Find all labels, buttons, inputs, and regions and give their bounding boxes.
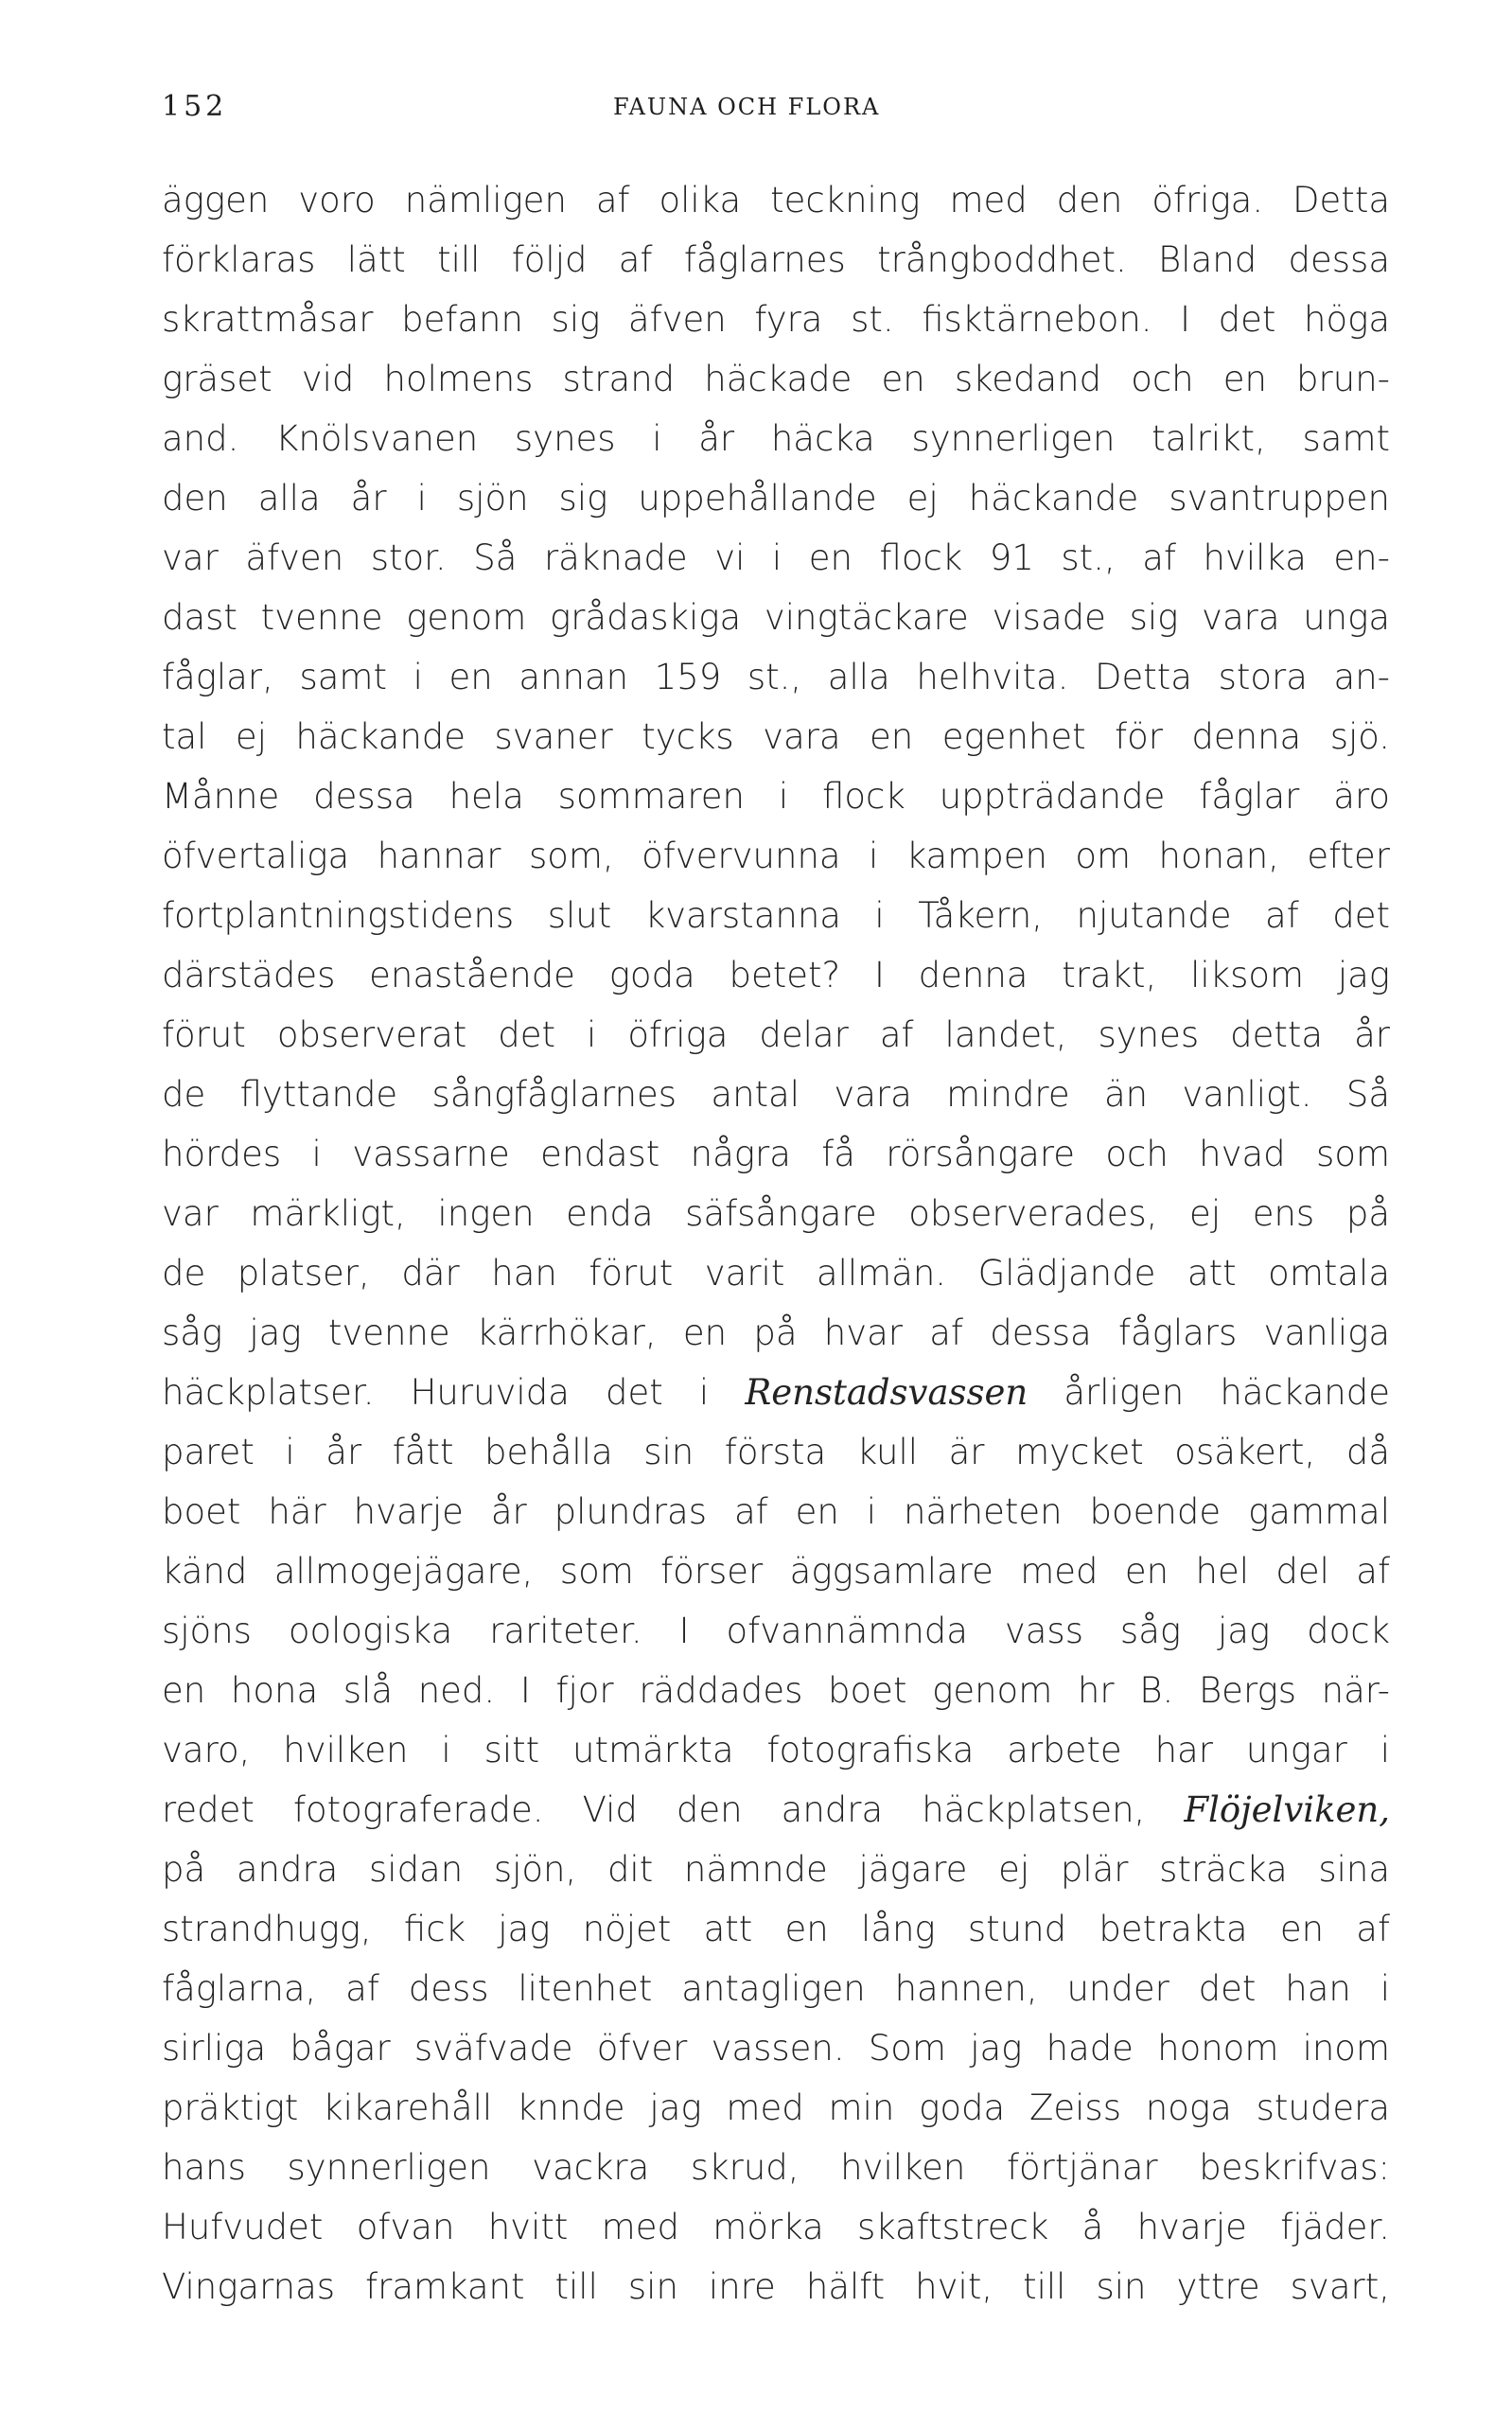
place-name-italic: Flöjelviken, <box>1184 1789 1390 1830</box>
text-line: and. Knölsvanen synes i år häcka synnerligen talrikt, samt <box>162 418 1390 459</box>
line-text-after: årligen häckande <box>1028 1372 1390 1413</box>
text-line: varo, hvilken i sitt utmärkta fotografiska arbete har ungar i <box>162 1730 1390 1770</box>
text-line: boet här hvarje år plundras af en i närheten boende gammal <box>162 1491 1390 1532</box>
text-line-with-italic <box>162 1363 1390 1422</box>
text-line: fortplantningstidens slut kvarstanna i Tåkern, njutande af det <box>162 895 1390 936</box>
text-line: paret i år fått behålla sin första kull är mycket osäkert, då <box>162 1432 1390 1472</box>
line-text-before: häckplatser. Huruvida det i <box>162 1372 746 1413</box>
text-line: Månne dessa hela sommaren i flock uppträdande fåglar äro <box>162 776 1390 817</box>
text-line: öfvertaliga hannar som, öfvervunna i kampen om honan, efter <box>162 836 1390 876</box>
running-title: FAUNA OCH FLORA <box>613 94 881 120</box>
text-line: fåglar, samt i en annan 159 st., alla helhvita. Detta stora an- <box>162 657 1390 697</box>
text-line: skrattmåsar befann sig äfven fyra st. fisktärnebon. I det höga <box>162 299 1390 340</box>
text-line: sirliga bågar sväfvade öfver vassen. Som jag hade honom inom <box>162 2028 1390 2069</box>
text-line: var märkligt, ingen enda säfsångare observerades, ej ens på <box>162 1193 1390 1234</box>
text-line: Hufvudet ofvan hvitt med mörka skaftstreck å hvarje fjäder. <box>162 2207 1390 2247</box>
text-line-with-italic <box>162 1780 1390 1840</box>
text-line: känd allmogejägare, som förser äggsamlare med en hel del af <box>162 1551 1390 1592</box>
text-line: de platser, där han förut varit allmän. Glädjande att omtala <box>162 1253 1390 1294</box>
text-line: de flyttande sångfåglarnes antal vara mindre än vanligt. Så <box>162 1074 1390 1115</box>
line-text-before: redet fotograferade. Vid den andra häckplatsen, <box>162 1789 1185 1830</box>
text-line: hans synnerligen vackra skrud, hvilken förtjänar beskrifvas: <box>162 2147 1390 2188</box>
text-line: på andra sidan sjön, dit nämnde jägare ej plär sträcka sina <box>162 1849 1390 1890</box>
text-line: Vingarnas framkant till sin inre hälft hvit, till sin yttre svart, <box>162 2266 1390 2307</box>
text-line: förklaras lätt till följd af fåglarnes trångboddhet. Bland dessa <box>162 239 1390 280</box>
place-name-italic: Renstadsvassen <box>745 1372 1029 1413</box>
text-line: gräset vid holmens strand häckade en skedand och en brun- <box>162 359 1390 399</box>
text-line: präktigt kikarehåll knnde jag med min goda Zeiss noga studera <box>162 2087 1390 2128</box>
text-line: förut observerat det i öfriga delar af landet, synes detta år <box>162 1014 1390 1055</box>
text-line: hördes i vassarne endast några få rörsångare och hvad som <box>162 1134 1390 1174</box>
page-number: 152 <box>162 90 228 123</box>
text-line: strandhugg, fick jag nöjet att en lång stund betrakta en af <box>162 1909 1390 1949</box>
text-line: fåglarna, af dess litenhet antagligen hannen, under det han i <box>162 1968 1390 2009</box>
text-line: äggen voro nämligen af olika teckning med den öfriga. Detta <box>162 180 1390 220</box>
text-line: därstädes enastående goda betet? I denna trakt, liksom jag <box>162 955 1390 995</box>
text-line: en hona slå ned. I fjor räddades boet genom hr B. Bergs när- <box>162 1670 1390 1711</box>
text-line: tal ej häckande svaner tycks vara en egenhet för denna sjö. <box>162 716 1390 757</box>
text-line: dast tvenne genom grådaskiga vingtäckare visade sig vara unga <box>162 597 1390 638</box>
body-text <box>162 170 1390 2316</box>
page-header <box>162 90 1392 128</box>
text-line: såg jag tvenne kärrhökar, en på hvar af dessa fåglars vanliga <box>162 1312 1390 1353</box>
text-line: var äfven stor. Så räknade vi i en flock 91 st., af hvilka en- <box>162 537 1390 578</box>
text-line: sjöns oologiska rariteter. I ofvannämnda vass såg jag dock <box>162 1611 1390 1651</box>
text-line: den alla år i sjön sig uppehållande ej häckande svantruppen <box>162 478 1390 519</box>
